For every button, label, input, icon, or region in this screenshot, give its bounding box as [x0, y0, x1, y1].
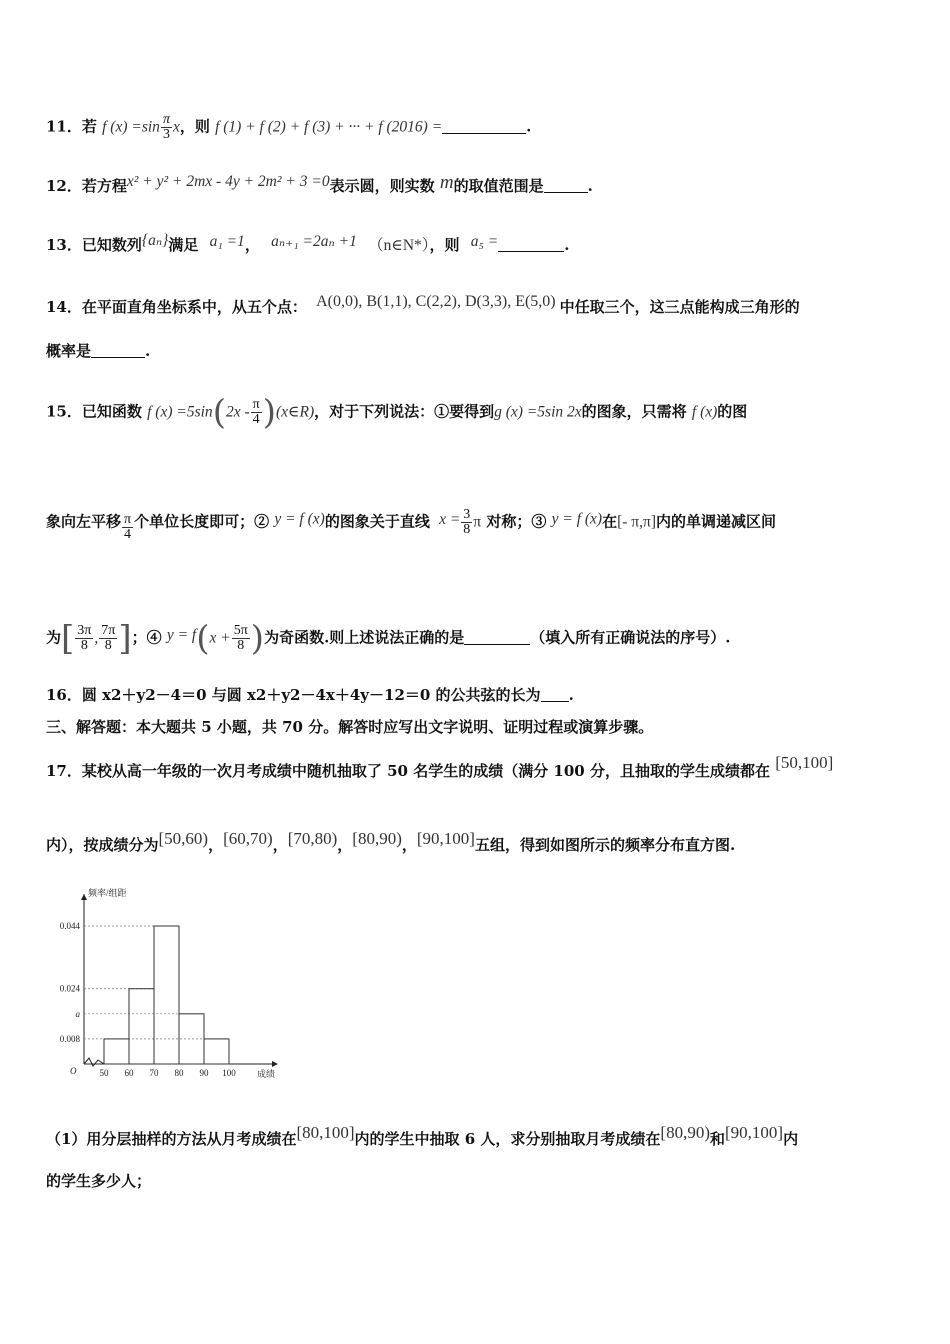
x-axis-label: 成绩: [256, 1069, 276, 1079]
text: 表示圆，则实数: [329, 177, 435, 195]
answer-blank: [91, 343, 145, 358]
numerator: π: [252, 397, 260, 412]
text: 象向左平移: [46, 512, 122, 531]
numerator: π: [162, 112, 170, 127]
text: .: [587, 177, 593, 195]
formula: x² + y² + 2mx - 4y + 2m² + 3 =0: [126, 173, 330, 190]
question-17-part-1-cont: [46, 1170, 910, 1192]
question-14-cont: [46, 340, 910, 362]
question-13: [46, 230, 910, 257]
question-17-cont: [46, 828, 910, 856]
text: .: [564, 236, 570, 254]
comma: ,: [94, 629, 99, 647]
question-15: [46, 392, 910, 433]
question-15-cont-2: [46, 618, 910, 659]
question-number: 15．: [46, 402, 82, 421]
text: 的图象，只需将: [581, 402, 687, 421]
formula: f (1) + f (2) + f (3) + ··· + f (2016) =: [215, 118, 443, 136]
numerator: 7π: [101, 623, 116, 638]
fraction: [161, 113, 172, 142]
formula: （n∈N*）: [368, 237, 430, 254]
formula: {aₙ}: [141, 232, 169, 249]
formula: x +: [209, 629, 231, 647]
formula: [70,80): [287, 829, 338, 848]
histogram-bar: [154, 926, 179, 1064]
question-16: [46, 684, 910, 706]
text: 的图象关于直线: [324, 512, 430, 531]
formula: x =: [439, 510, 461, 528]
text: 的取值范围是: [453, 177, 544, 195]
text: 若方程: [81, 177, 127, 195]
x-tick-label: 50: [99, 1068, 109, 1078]
paren: ): [262, 392, 276, 433]
y-tick-label: 0.024: [59, 983, 80, 994]
question-15-cont-1: [46, 508, 910, 542]
bracket: [: [61, 618, 75, 659]
y-axis-arrow: [81, 894, 87, 900]
denominator: 8: [80, 638, 88, 653]
text: 在平面直角坐标系中，从五个点：: [81, 298, 307, 316]
formula: 2x -: [225, 403, 250, 421]
formula: [90,100]: [416, 829, 475, 848]
x-tick-label: 70: [149, 1068, 159, 1078]
text: 为奇函数.则上述说法正确的是: [264, 628, 465, 647]
denominator: 3: [162, 127, 170, 142]
text: ，: [272, 836, 288, 854]
frequency-histogram: [44, 882, 284, 1082]
histogram-bar: [204, 1039, 229, 1064]
formula: m: [439, 172, 454, 193]
question-number: 14．: [46, 298, 82, 316]
text: ，则: [429, 236, 460, 254]
denominator: 4: [252, 412, 260, 427]
text: （填入所有正确说法的序号）.: [530, 628, 731, 647]
text: 概率是: [46, 342, 92, 360]
denominator: 8: [104, 638, 112, 653]
denominator: 8: [237, 638, 245, 653]
answer-blank: [544, 178, 588, 193]
formula: y = f (x): [551, 510, 603, 528]
histogram-bar: [129, 989, 154, 1064]
formula: π: [473, 513, 482, 531]
text: （1）用分层抽样的方法从月考成绩在: [46, 1130, 297, 1148]
fraction: [232, 624, 250, 653]
formula: [80,90): [352, 829, 402, 848]
text: 五组，得到如图所示的频率分布直方图.: [474, 836, 736, 854]
text: 内: [783, 1130, 799, 1148]
numerator: 5π: [233, 623, 248, 638]
text: 内的单调递减区间: [656, 512, 777, 531]
question-12: [46, 171, 910, 197]
formula: [50,60): [158, 829, 209, 848]
text: 三、解答题：本大题共 5 小题，共 70 分。解答时应写出文字说明、证明过程或演算步骤。: [46, 718, 654, 736]
text: 为: [46, 628, 62, 647]
text: 内），按成绩分为: [46, 836, 159, 854]
formula: f (x) =5sin: [147, 403, 213, 421]
text: .: [526, 117, 532, 136]
formula: y = f: [166, 626, 197, 644]
text: ，: [208, 836, 224, 854]
formula: x: [172, 118, 180, 136]
x-axis-arrow: [272, 1061, 278, 1067]
formula: [- π,π]: [617, 513, 656, 531]
text: 中任取三个，这三点能构成三角形的: [559, 298, 800, 316]
text: 的图: [717, 402, 748, 421]
formula: g (x) =5sin 2x: [494, 403, 582, 421]
question-number: 11．: [46, 117, 82, 136]
bracket: ]: [118, 618, 132, 659]
answer-blank: [498, 237, 564, 252]
formula: [90,100]: [725, 1123, 784, 1142]
section-heading: [46, 716, 910, 738]
text: .: [145, 342, 151, 360]
answer-blank: [464, 630, 530, 645]
answer-blank: [541, 687, 569, 702]
text: 在: [602, 512, 618, 531]
text: 对称；③: [486, 512, 547, 531]
fraction: [75, 624, 93, 653]
y-tick-label: 0.008: [59, 1033, 80, 1044]
formula: y = f (x): [274, 510, 325, 528]
text: 和: [710, 1130, 726, 1148]
question-number: 13．: [46, 236, 82, 254]
text: 内的学生中抽取 6 人，求分别抽取月考成绩在: [354, 1130, 661, 1148]
formula: aₙ₊₁ =2aₙ +1: [271, 233, 357, 250]
paren: (: [212, 392, 226, 433]
question-17: [46, 752, 910, 782]
origin-label: O: [70, 1066, 77, 1076]
text: ，: [244, 236, 260, 254]
text: 16．圆 x2＋y2－4＝0 与圆 x2＋y2－4x＋4y－12＝0 的公共弦的长为: [46, 686, 541, 704]
question-17-part-1: [46, 1122, 910, 1150]
y-tick-label: 0.044: [59, 921, 80, 931]
text: 17．某校从高一年级的一次月考成绩中随机抽取了 50 名学生的成绩（满分 100 分，且抽取的学生成绩都在: [46, 762, 770, 780]
text: 已知函数: [81, 402, 142, 421]
axis-break: [84, 1058, 104, 1066]
text: 若: [81, 117, 97, 136]
formula: (x∈R): [275, 403, 315, 421]
text: .: [568, 686, 574, 704]
x-tick-label: 60: [124, 1068, 134, 1078]
formula: a₅ =: [470, 233, 499, 250]
numerator: 3: [463, 507, 471, 522]
text: ；④: [131, 628, 162, 647]
formula: A(0,0), B(1,1), C(2,2), D(3,3), E(5,0): [316, 293, 556, 310]
formula: f (x) =sin: [102, 118, 160, 136]
text: 已知数列: [81, 236, 142, 254]
fraction: [122, 513, 133, 542]
denominator: 8: [463, 522, 471, 537]
x-tick-label: 100: [222, 1068, 236, 1078]
text: ，: [337, 836, 353, 854]
text: ，对于下列说法：①要得到: [314, 402, 495, 421]
numerator: 3π: [77, 623, 92, 638]
formula: a₁ =1: [209, 233, 245, 250]
answer-blank: [442, 119, 526, 134]
question-14: [46, 291, 910, 318]
formula: [60,70): [223, 829, 273, 848]
text: 满足: [168, 236, 199, 254]
numerator: π: [124, 511, 132, 527]
fraction: [461, 508, 472, 537]
paren: ): [250, 618, 265, 659]
y-axis-label: 频率/组距: [88, 888, 127, 898]
x-tick-label: 90: [199, 1068, 209, 1078]
formula: [80,100]: [296, 1123, 355, 1142]
text: ，则: [179, 117, 210, 136]
x-tick-label: 80: [174, 1068, 184, 1078]
question-number: 12．: [46, 177, 82, 195]
text: 的学生多少人；: [46, 1172, 152, 1190]
fraction: [99, 624, 117, 653]
fraction: [251, 398, 262, 427]
y-tick-label: a: [75, 1008, 80, 1019]
formula: [80,90): [660, 1123, 710, 1142]
formula: [50,100]: [775, 753, 834, 772]
histogram-bar: [104, 1039, 129, 1064]
text: ，: [401, 836, 417, 854]
paren: (: [196, 618, 210, 659]
formula: f (x): [691, 403, 718, 421]
question-11: [46, 113, 910, 142]
denominator: 4: [124, 526, 132, 542]
text: 个单位长度即可；②: [134, 512, 270, 531]
